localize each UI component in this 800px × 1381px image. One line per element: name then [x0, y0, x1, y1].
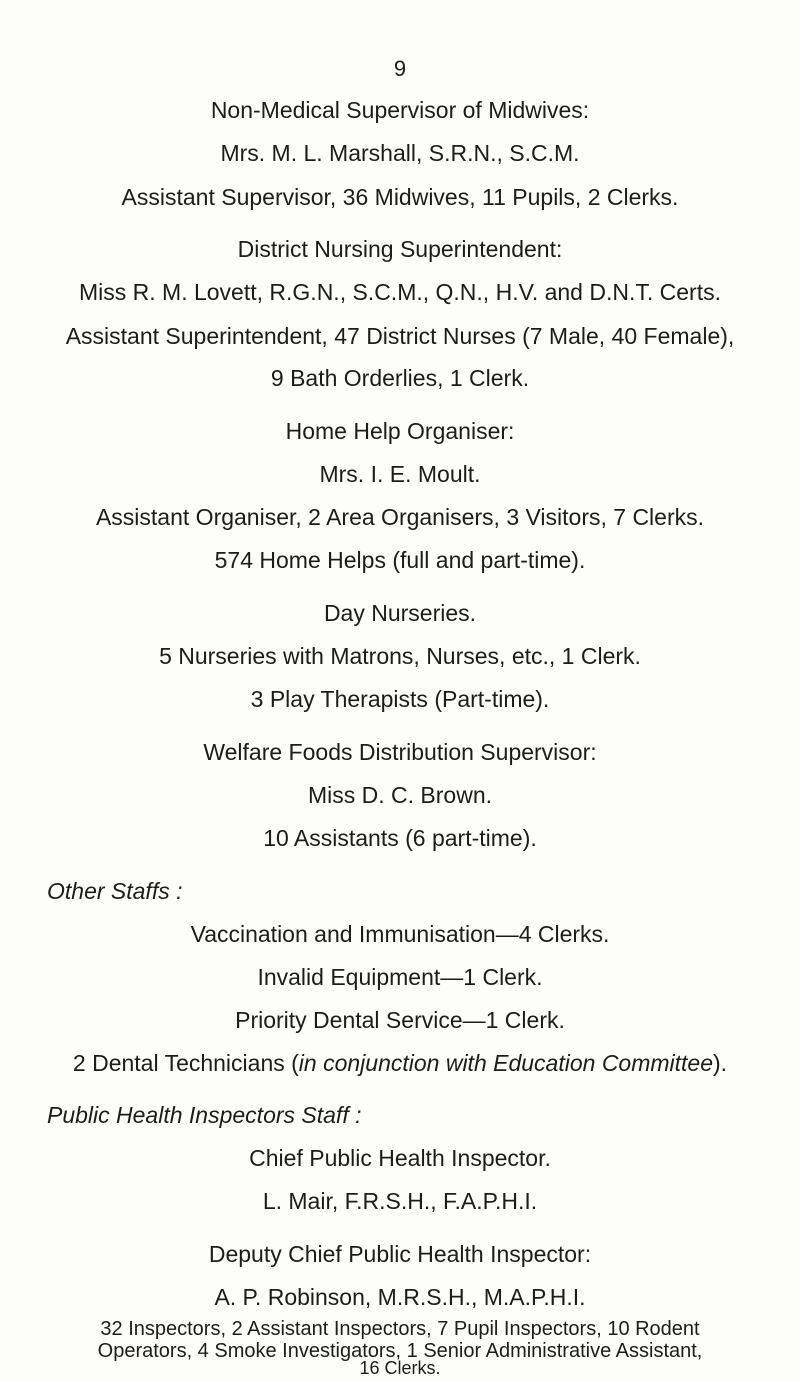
welfare-foods-staff: 10 Assistants (6 part-time). — [263, 825, 537, 851]
day-nurseries-line1: 5 Nurseries with Matrons, Nurses, etc., 1 Clerk. — [159, 643, 641, 669]
home-help-heading: Home Help Organiser: — [285, 418, 515, 444]
welfare-foods-supervisor-name: Miss D. C. Brown. — [307, 782, 493, 808]
other-staffs-dental-technicians — [0, 1050, 800, 1077]
home-help-staff-line1: Assistant Organiser, 2 Area Organisers, 3 Visitors, 7 Clerks. — [95, 504, 705, 530]
chief-inspector-name: L. Mair, F.R.S.H., F.A.P.H.I. — [262, 1188, 538, 1214]
public-health-heading: Public Health Inspectors Staff : — [47, 1102, 362, 1128]
public-health-staff-line1: 32 Inspectors, 2 Assistant Inspectors, 7 Pupil Inspectors, 10 Rodent — [100, 1318, 700, 1340]
public-health-staff-line2: Operators, 4 Smoke Investigators, 1 Senior Administrative Assistant, — [97, 1340, 703, 1362]
page-number: 9 — [393, 56, 407, 81]
other-staffs-vaccination: Vaccination and Immunisation—4 Clerks. — [190, 921, 610, 947]
home-help-staff-line2: 574 Home Helps (full and part-time). — [214, 547, 586, 573]
other-staffs-invalid-equipment: Invalid Equipment—1 Clerk. — [257, 964, 543, 990]
district-nursing-heading: District Nursing Superintendent: — [237, 236, 563, 262]
dental-technicians-note: in conjunction with Education Committee — [298, 1050, 714, 1076]
midwives-staff: Assistant Supervisor, 36 Midwives, 11 Pupils, 2 Clerks. — [121, 184, 679, 210]
deputy-inspector-name: A. P. Robinson, M.R.S.H., M.A.P.H.I. — [214, 1284, 586, 1310]
district-nursing-staff-line1: Assistant Superintendent, 47 District Nurses (7 Male, 40 Female), — [65, 323, 735, 349]
public-health-staff-line3: 16 Clerks. — [359, 1358, 441, 1378]
day-nurseries-heading: Day Nurseries. — [323, 600, 477, 626]
welfare-foods-heading: Welfare Foods Distribution Supervisor: — [203, 739, 597, 765]
midwives-supervisor-name: Mrs. M. L. Marshall, S.R.N., S.C.M. — [220, 140, 580, 166]
other-staffs-dental-service: Priority Dental Service—1 Clerk. — [235, 1007, 565, 1033]
chief-inspector-title: Chief Public Health Inspector. — [249, 1145, 551, 1171]
deputy-inspector-title: Deputy Chief Public Health Inspector: — [208, 1241, 592, 1267]
district-nursing-staff-line2: 9 Bath Orderlies, 1 Clerk. — [270, 365, 530, 391]
dental-technicians-suffix: ). — [713, 1050, 728, 1076]
dental-technicians-prefix: 2 Dental Technicians ( — [72, 1050, 299, 1076]
day-nurseries-line2: 3 Play Therapists (Part-time). — [250, 686, 550, 712]
district-nursing-superintendent-name: Miss R. M. Lovett, R.G.N., S.C.M., Q.N., H.V. and D.N.T. Certs. — [78, 279, 721, 305]
home-help-organiser-name: Mrs. I. E. Moult. — [319, 461, 481, 487]
midwives-heading: Non-Medical Supervisor of Midwives: — [210, 97, 590, 123]
other-staffs-heading: Other Staffs : — [47, 878, 183, 904]
